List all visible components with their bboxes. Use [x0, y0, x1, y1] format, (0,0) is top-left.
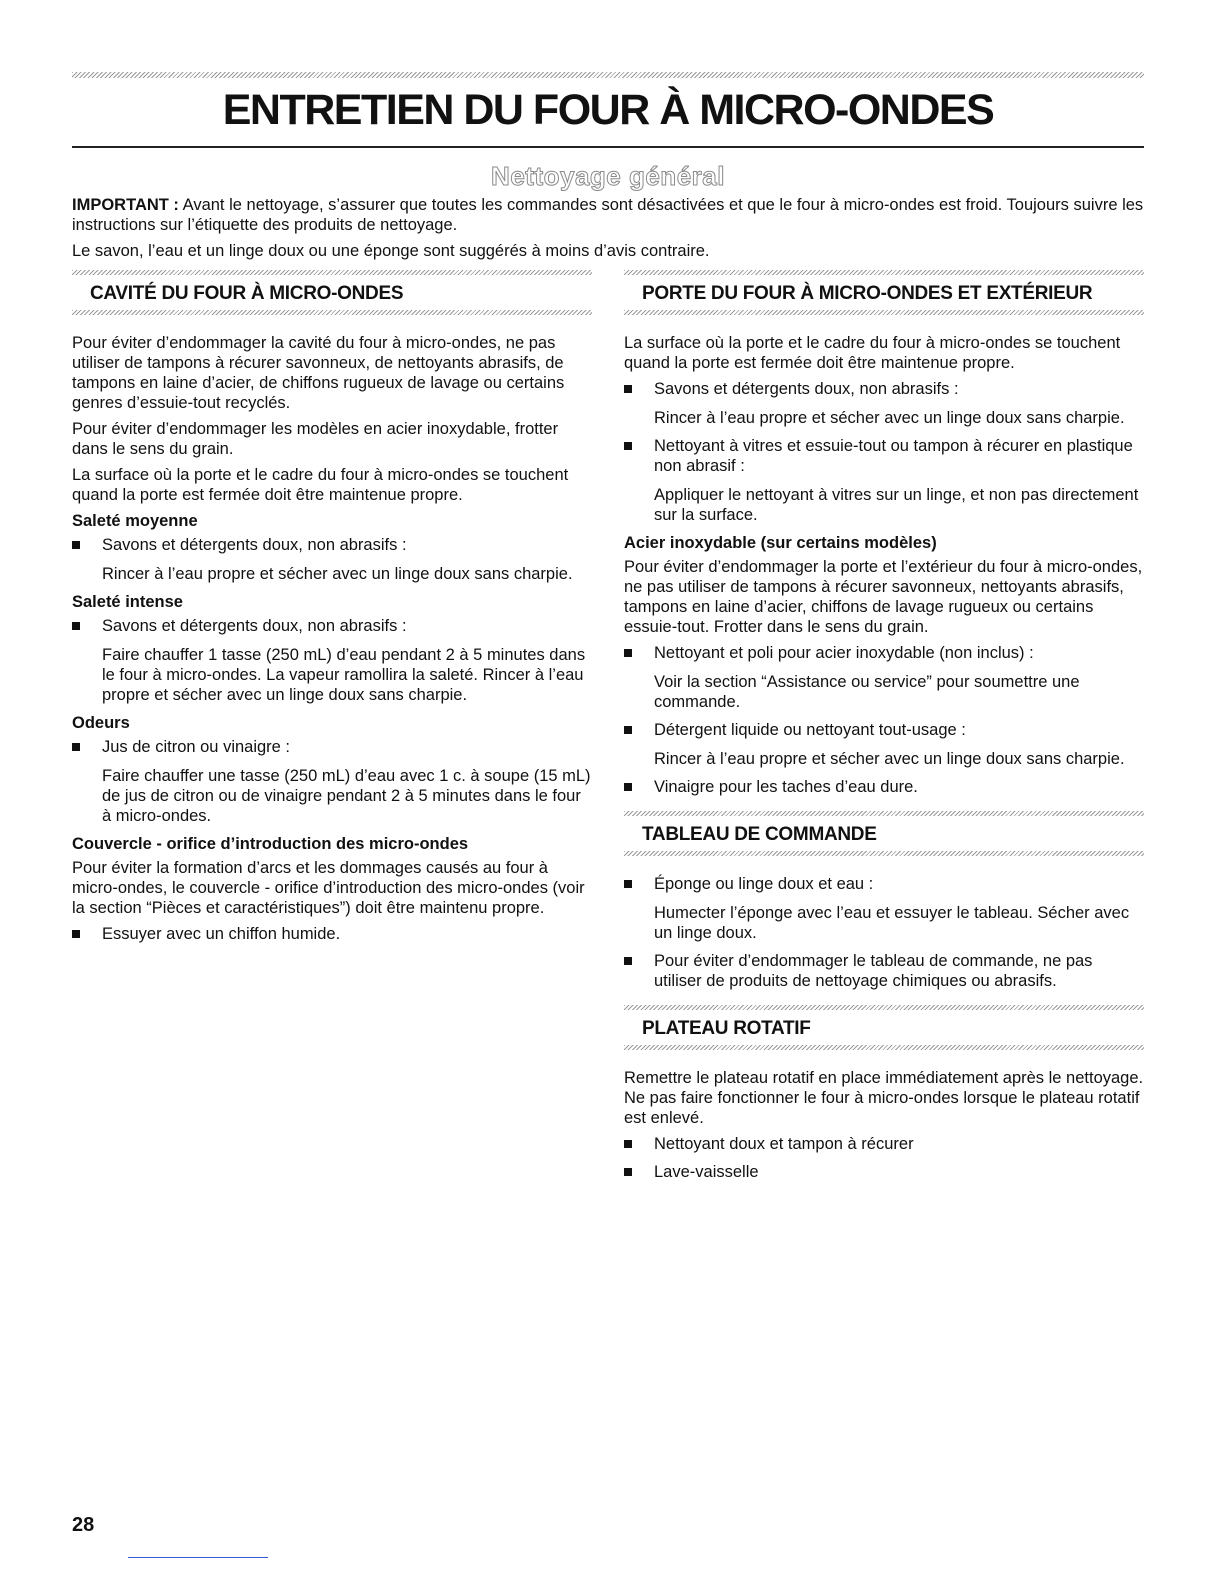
- cavity-paragraph: Pour éviter d’endommager la cavité du four à micro-ondes, ne pas utiliser de tampons à récurer savonneux, de nettoyants abrasifs, de tampons en laine d’acier, de chiffons rugueux de lavage ou certains genres d’essuie-tout recyclés.: [72, 334, 565, 412]
- left-column: [72, 270, 592, 952]
- turntable-paragraph: Remettre le plateau rotatif en place immédiatement après le nettoyage. Ne pas faire fonctionner le four à micro-ondes lorsque le plateau rotatif est enlevé.: [624, 1069, 1144, 1127]
- section-hatch: [624, 310, 1144, 315]
- turntable-list: [624, 1134, 1144, 1182]
- square-bullet-icon: [624, 726, 632, 734]
- intro-important: [72, 195, 1144, 235]
- square-bullet-icon: [624, 957, 632, 965]
- list-item: [624, 643, 1144, 712]
- list-item: [72, 616, 592, 705]
- section-hatch: [72, 310, 592, 315]
- stainless-list: [624, 643, 1144, 797]
- list-item-text: Nettoyant et poli pour acier inoxydable (non inclus) :: [654, 644, 1034, 662]
- page-number: 28: [72, 1514, 95, 1536]
- top-hatch-rule: [72, 72, 1144, 78]
- list-item-detail: Appliquer le nettoyant à vitres sur un linge, et non pas directement sur la surface.: [654, 486, 1139, 524]
- list-item-text: Savons et détergents doux, non abrasifs :: [654, 380, 959, 398]
- door-section-header: [624, 270, 1144, 315]
- important-label: IMPORTANT :: [72, 196, 179, 214]
- turntable-section-header: [624, 1005, 1144, 1050]
- odors-heading: Odeurs: [72, 714, 130, 732]
- square-bullet-icon: [624, 385, 632, 393]
- turntable-heading: PLATEAU ROTATIF: [642, 1018, 811, 1039]
- page-title: ENTRETIEN DU FOUR À MICRO-ONDES: [222, 86, 994, 134]
- list-item-text: Nettoyant doux et tampon à récurer: [654, 1135, 914, 1153]
- list-item-detail: Rincer à l’eau propre et sécher avec un linge doux sans charpie.: [102, 565, 573, 583]
- list-item-detail: Rincer à l’eau propre et sécher avec un linge doux sans charpie.: [654, 409, 1125, 427]
- list-item-text: Savons et détergents doux, non abrasifs :: [102, 617, 407, 635]
- list-item-text: Éponge ou linge doux et eau :: [654, 875, 874, 893]
- footer-rule: [128, 1557, 268, 1558]
- square-bullet-icon: [624, 1168, 632, 1176]
- square-bullet-icon: [624, 442, 632, 450]
- intro-paragraph: Le savon, l’eau et un linge doux ou une éponge sont suggérés à moins d’avis contraire.: [72, 242, 710, 260]
- list-item-text: Lave-vaisselle: [654, 1163, 759, 1181]
- list-item-text: Pour éviter d’endommager le tableau de commande, ne pas utiliser de produits de nettoyage chimiques ou abrasifs.: [654, 952, 1093, 990]
- square-bullet-icon: [624, 880, 632, 888]
- square-bullet-icon: [624, 783, 632, 791]
- section-hatch: [624, 851, 1144, 856]
- list-item-text: Nettoyant à vitres et essuie-tout ou tampon à récurer en plastique non abrasif :: [654, 437, 1133, 475]
- section-subtitle: Nettoyage général: [491, 161, 725, 191]
- square-bullet-icon: [72, 743, 80, 751]
- square-bullet-icon: [72, 541, 80, 549]
- list-item: [72, 924, 592, 944]
- list-item-detail: Voir la section “Assistance ou service” pour soumettre une commande.: [654, 673, 1080, 711]
- square-bullet-icon: [624, 649, 632, 657]
- list-item: [624, 1162, 1144, 1182]
- control-section-header: [624, 811, 1144, 856]
- cavity-paragraph: La surface où la porte et le cadre du four à micro-ondes se touchent quand la porte est fermée doit être maintenue propre.: [72, 466, 569, 504]
- list-item: [72, 535, 592, 584]
- stainless-heading: Acier inoxydable (sur certains modèles): [624, 534, 937, 552]
- cavity-paragraph: Pour éviter d’endommager les modèles en acier inoxydable, frotter dans le sens du grain.: [72, 420, 559, 458]
- list-item: [72, 737, 592, 826]
- section-hatch: [624, 1045, 1144, 1050]
- heavy-soil-heading: Saleté intense: [72, 593, 183, 611]
- list-item-text: Essuyer avec un chiffon humide.: [102, 925, 341, 943]
- list-item: [624, 951, 1144, 991]
- title-rule: [72, 146, 1144, 148]
- control-heading: TABLEAU DE COMMANDE: [642, 824, 877, 845]
- list-item-detail: Faire chauffer une tasse (250 mL) d’eau avec 1 c. à soupe (15 mL) de jus de citron ou de vinaigre pendant 2 à 5 minutes dans le four à micro-ondes.: [102, 767, 591, 825]
- list-item-text: Savons et détergents doux, non abrasifs :: [102, 536, 407, 554]
- list-item: [624, 379, 1144, 428]
- cover-list: [72, 924, 592, 944]
- stainless-paragraph: Pour éviter d’endommager la porte et l’extérieur du four à micro-ondes, ne pas utiliser de tampons à récurer savonneux, nettoyants abrasifs, tampons en laine d’acier, chiffons de lavage rugueux ou certains essuie-tout. Frotter dans le sens du grain.: [624, 558, 1143, 636]
- cover-paragraph: Pour éviter la formation d’arcs et les dommages causés au four à micro-ondes, le couvercle - orifice d’introduction des micro-ondes (voir la section “Pièces et caractéristiques”) doit être maintenu propre.: [72, 859, 585, 917]
- moderate-soil-list: [72, 535, 592, 584]
- list-item-text: Jus de citron ou vinaigre :: [102, 738, 291, 756]
- square-bullet-icon: [72, 622, 80, 630]
- odors-list: [72, 737, 592, 826]
- intro: [72, 195, 1144, 267]
- cavity-heading: CAVITÉ DU FOUR À MICRO-ONDES: [90, 283, 404, 304]
- door-paragraph: La surface où la porte et le cadre du four à micro-ondes se touchent quand la porte est fermée doit être maintenue propre.: [624, 334, 1121, 372]
- control-list: [624, 874, 1144, 991]
- list-item-text: Détergent liquide ou nettoyant tout-usage :: [654, 721, 966, 739]
- list-item-detail: Rincer à l’eau propre et sécher avec un linge doux sans charpie.: [654, 750, 1125, 768]
- right-column: [624, 270, 1144, 1190]
- list-item: [624, 777, 1144, 797]
- square-bullet-icon: [72, 930, 80, 938]
- list-item: [624, 874, 1144, 943]
- heavy-soil-list: [72, 616, 592, 705]
- list-item: [624, 720, 1144, 769]
- square-bullet-icon: [624, 1140, 632, 1148]
- cavity-section-header: [72, 270, 592, 315]
- important-text: Avant le nettoyage, s’assurer que toutes les commandes sont désactivées et que le four à micro-ondes est froid. Toujours suivre les instructions sur l’étiquette des produits de nettoyage.: [72, 196, 1144, 234]
- list-item-detail: Faire chauffer 1 tasse (250 mL) d’eau pendant 2 à 5 minutes dans le four à micro-ondes. La vapeur ramollira la saleté. Rincer à l’eau propre et sécher avec un linge doux sans charpie.: [102, 646, 586, 704]
- door-list: [624, 379, 1144, 525]
- list-item-detail: Humecter l’éponge avec l’eau et essuyer le tableau. Sécher avec un linge doux.: [654, 904, 1130, 942]
- list-item: [624, 1134, 1144, 1154]
- cover-heading: Couvercle - orifice d’introduction des micro-ondes: [72, 835, 469, 853]
- moderate-soil-heading: Saleté moyenne: [72, 512, 198, 530]
- list-item: [624, 436, 1144, 525]
- door-heading: PORTE DU FOUR À MICRO-ONDES ET EXTÉRIEUR: [642, 283, 1093, 304]
- list-item-text: Vinaigre pour les taches d’eau dure.: [654, 778, 918, 796]
